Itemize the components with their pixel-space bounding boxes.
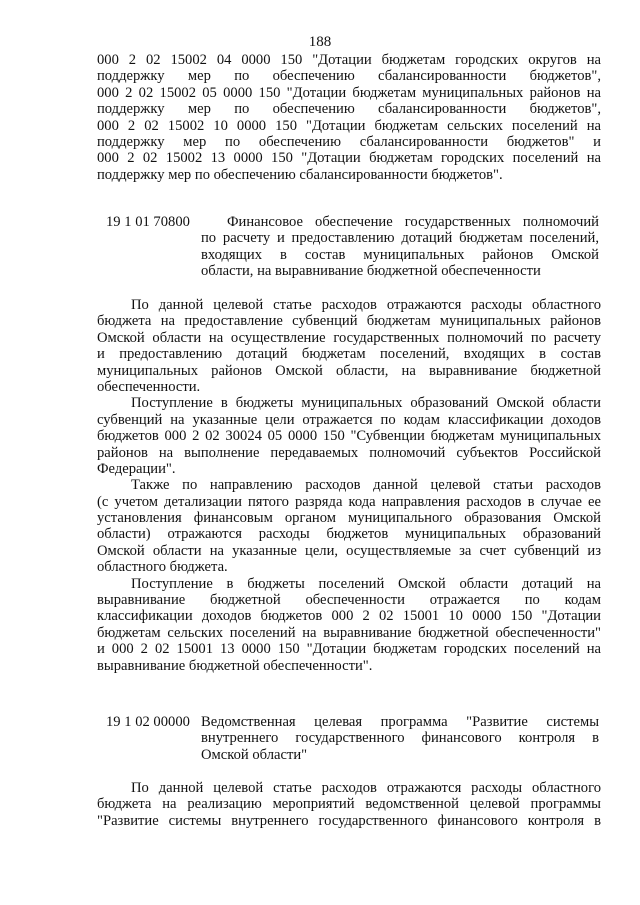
text-line: и 000 2 02 15001 13 0000 150 "Дотации бюджетам городских поселений на xyxy=(97,641,601,658)
text-line: бюджета на реализацию мероприятий ведомственной целевой программы xyxy=(97,796,601,813)
text-line: Также по направлению расходов данной целевой статьи расходов xyxy=(131,477,601,494)
section-title-line: Финансовое обеспечение государственных полномочий xyxy=(227,214,599,230)
page-number: 188 xyxy=(308,34,332,50)
section-title-line: Ведомственная целевая программа "Развитие системы xyxy=(201,714,599,730)
section-title-line: области, на выравнивание бюджетной обеспеченности xyxy=(201,263,541,280)
text-line: (с учетом детализации пятого разряда кода направления расходов в случае ее xyxy=(97,493,601,510)
text-line: 000 2 02 15002 04 0000 150 "Дотации бюджетам городских округов на xyxy=(97,52,601,68)
text-line: поддержку мер по обеспечению сбалансированности бюджетов" и xyxy=(97,133,601,150)
text-line: бюджетов 000 2 02 30024 05 0000 150 "Субвенции бюджетам муниципальных xyxy=(97,428,601,445)
text-line: обеспеченности. xyxy=(97,378,201,395)
text-line: По данной целевой статье расходов отражаются расходы областного xyxy=(131,297,601,313)
text-line: Омской области на указанные цели, осуществляемые за счет субвенций из xyxy=(97,542,601,559)
text-line: областного бюджета. xyxy=(97,559,228,576)
text-line: По данной целевой статье расходов отражаются расходы областного xyxy=(131,780,601,796)
section-title-line: Омской области" xyxy=(201,746,308,763)
section-title-line: входящих в состав муниципальных районов Омской xyxy=(201,246,599,263)
text-line: поддержку мер по обеспечению сбалансированности бюджетов", xyxy=(97,101,601,118)
text-line: муниципальных районов Омской области, на выравнивание бюджетной xyxy=(97,362,601,379)
section-code: 19 1 01 70800 xyxy=(106,214,190,230)
text-line: классификации доходов бюджетов 000 2 02 15001 10 0000 150 "Дотации xyxy=(97,608,601,625)
text-line: бюджета на предоставление субвенций бюджетам муниципальных районов xyxy=(97,313,601,330)
text-line: Федерации". xyxy=(97,460,176,477)
text-line: Омской области на осуществление государственных полномочий по расчету xyxy=(97,329,601,346)
section-title-line: по расчету и предоставлению дотаций бюджетам поселений, xyxy=(201,230,599,247)
text-line: установления финансовым органом муниципального образования Омской xyxy=(97,510,601,527)
section-body xyxy=(97,780,601,829)
text-line: Поступление в бюджеты поселений Омской области дотаций на xyxy=(131,575,601,592)
text-line: выравнивание бюджетной обеспеченности". xyxy=(97,657,373,674)
text-line: районов на выполнение передаваемых полномочий субъектов Российской xyxy=(97,444,601,461)
section-title xyxy=(201,214,599,280)
text-line: субвенций на указанные цели отражается по кодам классификации доходов xyxy=(97,411,601,428)
text-line: 000 2 02 15002 13 0000 150 "Дотации бюджетам городских поселений на xyxy=(97,150,601,167)
text-line: области) отражаются расходы бюджетов муниципальных образований xyxy=(97,526,601,543)
text-line: 000 2 02 15002 05 0000 150 "Дотации бюджетам муниципальных районов на xyxy=(97,84,601,101)
text-line: бюджетам сельских поселений на выравнивание бюджетной обеспеченности" xyxy=(97,624,601,641)
section-title-line: внутреннего государственного финансового контроля в xyxy=(201,730,599,747)
text-line: выравнивание бюджетной обеспеченности отражается по кодам xyxy=(97,592,601,609)
section-code: 19 1 02 00000 xyxy=(106,714,190,730)
text-line: поддержку мер по обеспечению сбалансированности бюджетов", xyxy=(97,68,601,85)
text-line: поддержку мер по обеспечению сбалансированности бюджетов". xyxy=(97,166,503,183)
text-line: Поступление в бюджеты муниципальных образований Омской области xyxy=(131,395,601,412)
section-body xyxy=(97,297,601,674)
text-line: 000 2 02 15002 10 0000 150 "Дотации бюджетам сельских поселений на xyxy=(97,117,601,134)
section-title xyxy=(201,714,599,763)
text-line: "Развитие системы внутреннего государственного финансового контроля в xyxy=(97,812,601,829)
text-line: и предоставлению дотаций бюджетам поселений, входящих в состав xyxy=(97,346,601,363)
intro-paragraph xyxy=(97,52,601,183)
